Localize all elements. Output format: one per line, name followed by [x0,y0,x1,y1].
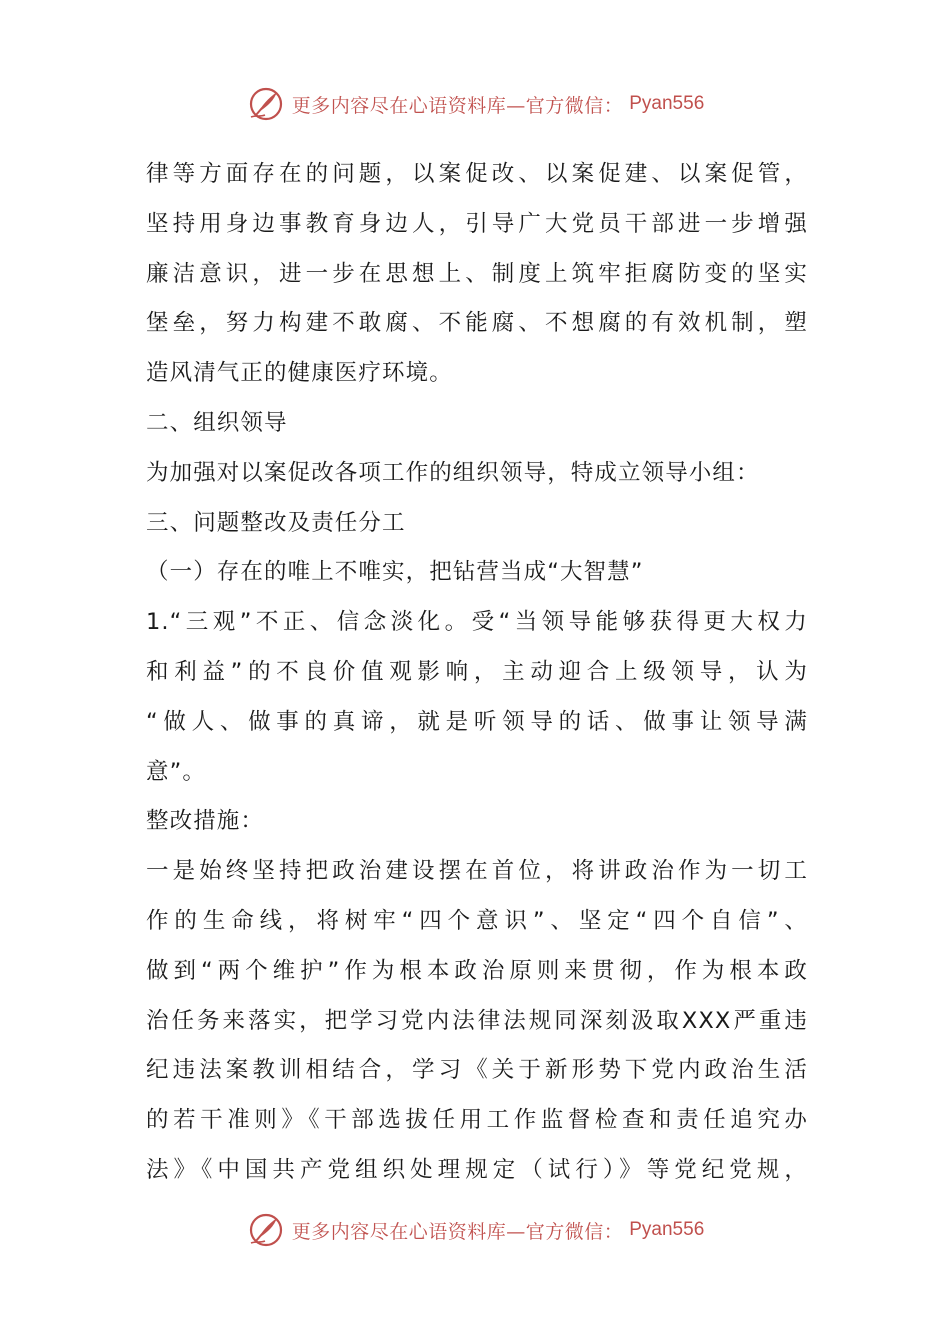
feather-pen-logo-icon [246,1210,286,1250]
text-line: 意”。 [146,758,206,785]
text-line: 一是始终坚持把政治建设摆在首位，将讲政治作为一切工 [146,858,808,885]
section-heading: 二、组织领导 [146,409,288,436]
watermark-banner-top [0,82,950,126]
watermark-wechat-id: Pyan556 [629,93,705,114]
text-line: 作的生命线，将树牢“四个意识”、坚定“四个自信”、 [146,907,808,934]
text-line: 和利益”的不良价值观影响，主动迎合上级领导，认为 [146,658,808,685]
document-body [146,150,808,1196]
text-line: 治任务来落实，把学习党内法律法规同深刻汲取XXX严重违 [146,1007,808,1034]
subsection-heading: （一）存在的唯上不唯实，把钻营当成“大智慧” [146,559,644,586]
text-line: 廉洁意识，进一步在思想上、制度上筑牢拒腐防变的坚实 [146,260,808,287]
text-line: 造风清气正的健康医疗环境。 [146,360,453,387]
measures-heading: 整改措施： [146,808,265,835]
text-line: 的若干准则》《干部选拔任用工作监督检查和责任追究办 [146,1107,808,1134]
watermark-text: 更多内容尽在心语资料库—官方微信： [291,94,624,117]
watermark-banner-bottom [0,1208,950,1252]
text-line: 为加强对以案促改各项工作的组织领导，特成立领导小组： [146,459,760,486]
watermark-wechat-id: Pyan556 [629,1219,705,1240]
text-line: “做人、做事的真谛，就是听领导的话、做事让领导满 [146,708,808,735]
text-line: 堡垒，努力构建不敢腐、不能腐、不想腐的有效机制，塑 [146,310,808,337]
section-heading: 三、问题整改及责任分工 [146,509,406,536]
text-line: 1.“三观”不正、信念淡化。受“当领导能够获得更大权力 [146,609,808,636]
text-line: 律等方面存在的问题，以案促改、以案促建、以案促管， [146,161,808,187]
watermark-text: 更多内容尽在心语资料库—官方微信： [291,1220,624,1243]
text-line: 坚持用身边事教育身边人，引导广大党员干部进一步增强 [146,210,808,237]
text-line: 做到“两个维护”作为根本政治原则来贯彻，作为根本政 [146,957,808,984]
text-line: 纪违法案教训相结合，学习《关于新形势下党内政治生活 [146,1057,808,1084]
feather-pen-logo-icon [246,84,286,124]
text-line: 法》《中国共产党组织处理规定（试行）》等党纪党规， [146,1156,808,1183]
